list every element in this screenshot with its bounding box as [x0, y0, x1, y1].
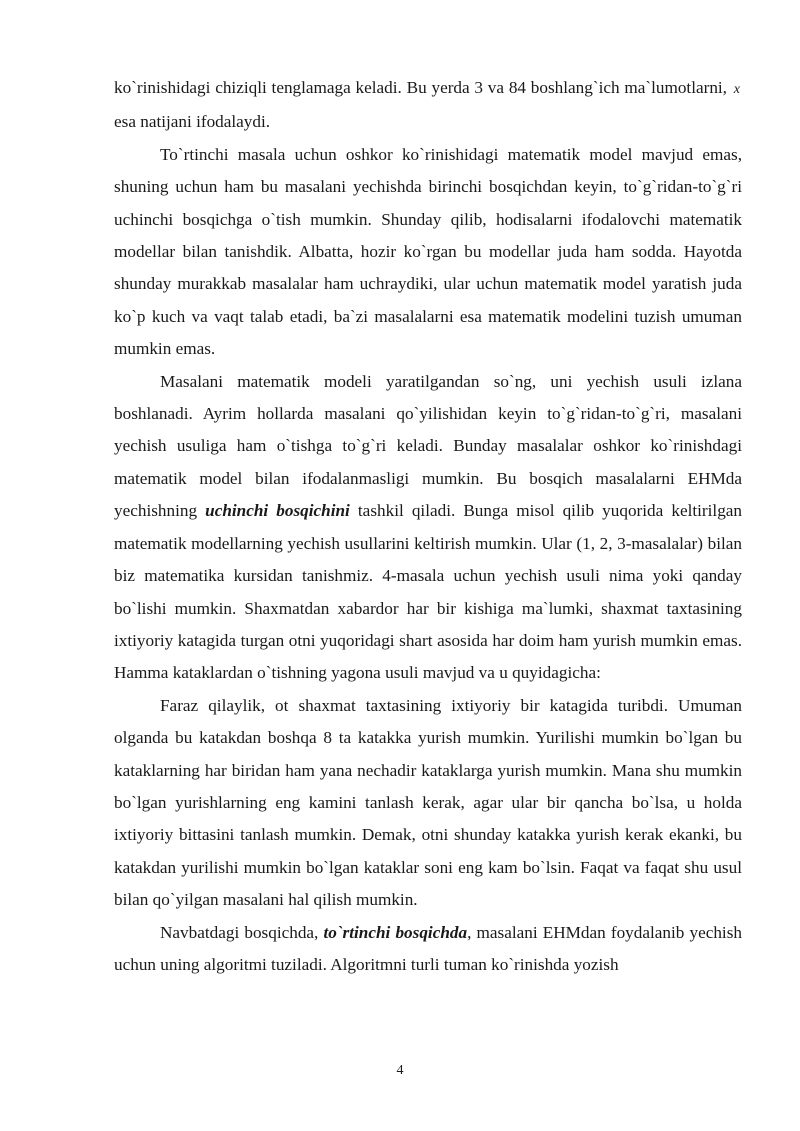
paragraph-3-text-a: Masalani matematik modeli yaratilgandan so`ng, uni yechish usuli izlana boshlanadi. Ayrim hollarda masalani qo`yilishidan keyin to`g`ridan-to`g`ri, masalani yechish usuliga ham o`tishga to`g`ri keladi. Bunday masalalar oshkor ko`rinishdagi matematik model bilan ifodalanmasligi mumkin. Bu bosqich masalalarni EHMda yechishning: [114, 371, 742, 521]
paragraph-1-text-b: esa natijani ifodalaydi.: [114, 112, 271, 132]
paragraph-3-text-b: tashkil qiladi. Bunga misol qilib yuqorida keltirilgan matematik modellarning yechish usullarini keltirish mumkin. Ular (1, 2, 3-masalalar) bilan biz matematika kursidan tanishmiz. 4-masala uchun yechish usuli nima yoki qanday bo`lishi mumkin. Shaxmatdan xabardor har bir kishiga ma`lumki, shaxmat taxtasining ixtiyoriy katagida turgan otni yuqoridagi shart asosida har doim ham yurish mumkin emas. Hamma kataklardan o`tishning yagona usuli mavjud va u quyidagicha:: [114, 501, 743, 683]
paragraph-3: [114, 366, 742, 690]
variable-x: x: [733, 82, 740, 97]
paragraph-4: Faraz qilaylik, ot shaxmat taxtasining ixtiyoriy bir katagida turibdi. Umuman olganda bu katakdan boshqa 8 ta katakka yurish mumkin. Yurilishi mumkin bo`lgan bu kataklarning har biridan ham yana nechadir kataklarga yurish mumkin. Mana shu mumkin bo`lgan yurishlarning eng kamini tanlash kerak, agar ular bir qancha bo`lsa, u holda ixtiyoriy bittasini tanlash mumkin. Demak, otni shunday katakka yurish kerak ekanki, bu katakdan yurilishi mumkin bo`lgan kataklar soni eng kam bo`lsin. Faqat va faqat shu usul bilan qo`yilgan masalani hal qilish mumkin.: [114, 695, 742, 910]
paragraph-1-text-a: ko`rinishidagi chiziqli tenglamaga keladi. Bu yerda 3 va 84 boshlang`ich ma`lumotlarni,: [114, 78, 732, 97]
paragraph-5: [114, 917, 742, 982]
paragraph-5-text-b: , masalani EHMdan foydalanib yechish uchun uning algoritmi tuziladi. Algoritmni turli tuman ko`rinishda yozish: [114, 922, 742, 974]
paragraph-2: To`rtinchi masala uchun oshkor ko`rinishidagi matematik model mavjud emas, shuning uchun ham bu masalani yechishda birinchi bosqichdan keyin, to`g`ridan-to`g`ri uchinchi bosqichga o`tish mumkin. Shunday qilib, hodisalarni ifodalovchi matematik modellar bilan tanishdik. Albatta, hozir ko`rgan bu modellar juda ham sodda. Hayotda shunday murakkab masalalar ham uchraydiki, ular uchun matematik model yaratish juda ko`p kuch va vaqt talab etadi, ba`zi masalalarni esa matematik modelini tuzish umuman mumkin emas.: [114, 144, 742, 359]
emphasis-fourth-stage: to`rtinchi bosqichda: [323, 922, 468, 942]
page-number: 4: [396, 1063, 404, 1078]
emphasis-third-stage: uchinchi bosqichini: [205, 501, 350, 521]
page-content: [114, 72, 742, 981]
paragraph-5-text-a: Navbatdagi bosqichda,: [160, 922, 324, 942]
paragraph-1: [114, 72, 742, 139]
